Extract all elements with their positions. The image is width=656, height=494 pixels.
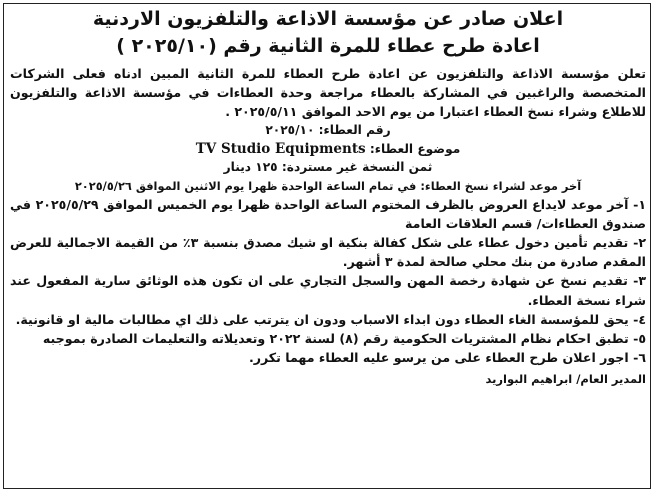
condition-item: ٢- تقديم تأمين دخول عطاء على شكل كفالة بنكية او شيك مصدق بنسبة ٣٪ من القيمة الاجمالية للعرض المقدم صادرة من بنك محلي صالحة لمدة ٣ أشهر. (10, 234, 647, 270)
condition-item: ٦- اجور اعلان طرح العطاء على من يرسو عليه العطاء مهما تكرر. (248, 350, 646, 366)
tender-subject-value: TV Studio Equipments (195, 140, 366, 157)
condition-item: ٥- تطبق احكام نظام المشتريات الحكومية رقم (٨) لسنة ٢٠٢٢ وتعديلاته والتعليمات الصادرة بموجبه (42, 330, 646, 346)
tender-subject (10, 140, 646, 159)
copy-price-label: ثمن النسخة غير مستردة: (281, 160, 433, 174)
tender-number-value: ٢٠٢٥/١٠ (265, 123, 315, 137)
condition-item: ٣- تقديم نسخ عن شهادة رخصة المهن والسجل التجاري على ان تكون هذه الوثائق سارية المفعول عند شراء نسخة العطاء. (10, 273, 646, 308)
intro-paragraph: تعلن مؤسسة الاذاعة والتلفزيون عن اعادة طرح العطاء للمرة الثانية المبين ادناه فعلى الشركات المتخصصة والراغبين في المشاركة بالعطاء مراجعة وحدة العطاءات في مؤسسة الاذاعة والتلفزيون للاطلاع وشراء نسخ العطاء اعتبارا من يوم الاحد الموافق ٢٠٢٥/٥/١١ . (10, 66, 646, 119)
purchase-deadline-label: آخر موعد لشراء نسخ العطاء: (420, 178, 582, 193)
purchase-deadline-value: في تمام الساعة الواحدة ظهرا يوم الاثنين الموافق ٢٠٢٥/٥/٢٦ (74, 178, 417, 193)
copy-price-value: ١٢٥ دينار (223, 160, 278, 174)
announcement-title: اعلان صادر عن مؤسسة الاذاعة والتلفزيون الاردنية (92, 8, 564, 30)
announcement-document (10, 6, 646, 388)
condition-item: ١- آخر موعد لايداع العروض بالظرف المختوم الساعة الواحدة ظهرا يوم الخميس الموافق ٢٠٢٥/٥/٢٩ في صندوق العطاءات/ قسم العلاقات العامة (10, 196, 646, 231)
tender-number-label: رقم العطاء: (318, 123, 391, 137)
tender-subject-label: موضوع العطاء: (369, 141, 461, 156)
condition-item: ٤- يحق للمؤسسة الغاء العطاء دون ابداء الاسباب ودون ان يترتب على ذلك اي مطالبات مالية او قانونية. (15, 311, 646, 327)
announcement-subtitle: اعادة طرح عطاء للمرة الثانية رقم (٢٠٢٥/١٠ ) (116, 35, 540, 57)
copy-price (10, 158, 646, 177)
conditions-list (10, 195, 646, 368)
signature: المدير العام/ ابراهيم البواريد (485, 372, 646, 387)
tender-number (10, 121, 646, 140)
purchase-deadline (10, 177, 646, 195)
